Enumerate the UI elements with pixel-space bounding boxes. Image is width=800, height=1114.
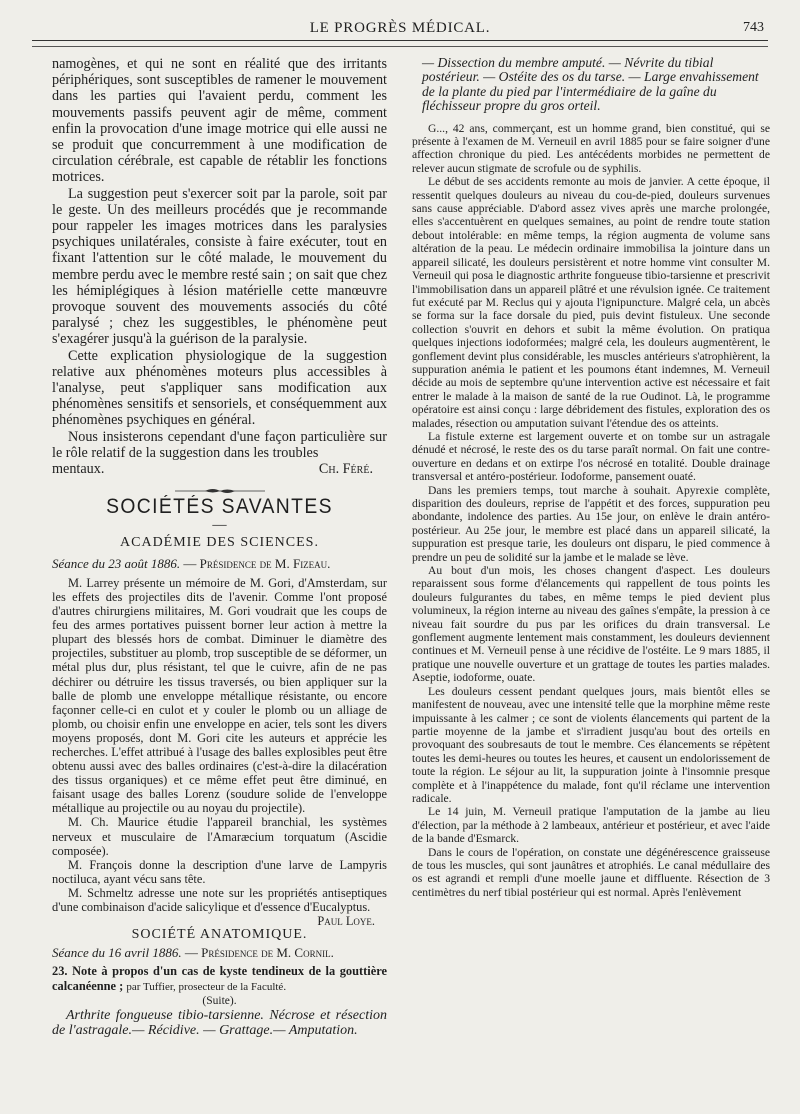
paragraph: M. François donne la description d'une larve de Lampyris noctiluca, ayant vécu sans tête.	[52, 857, 387, 886]
author-signature: Paul Loye.	[317, 914, 375, 929]
paragraph: Le début de ses accidents remonte au mois de janvier. A cette époque, il ressentit quelques douleurs au niveau du cou-de-pied, douleurs survenues sans cause appréciable. D'abord assez vives après une marche prolongée, elles s'accentuèrent en quelques semaines, au point de rendre toute station debout intolérable: en même temps, la région augmenta de volume sans altération de la peau. Le médecin ordinaire immobilisa la jointure dans un appareil silicaté, les douleurs persistèrent et notre homme vint consulter M. Verneuil qui posa le diagnostic arthrite fongueuse tibio-tarsienne et prescrivit l'immobilisation dans un appareil plâtré et une révulsion ignée. Ce traitement fut exécuté par M. Reclus qui y ajouta l'ignipuncture. Malgré cela, un abcès se forma sur la face dorsale du pied, puis devint fistuleux. Une seconde collection s'ouvrit en dehors et subit la même évolution. On pratiqua quelques injections iodoformées; malgré cela, les douleurs augmentèrent, le gonflement devint plus considérable, les muscles antérieurs s'atrophièrent, la suppuration anémia le patient et les poumons étant indemnes, M. Verneuil décide au mois de septembre qu'une intervention active est nécessaire et fait entrer le malade à la maison de santé de la rue Oudinot. Là, le programme opératoire est ainsi conçu : large débridement des fistules, exploration des os malades, résection ou amputation suivant l'étendue des os atteints.	[412, 175, 770, 430]
session-president: — Présidence de M. Fizeau.	[183, 555, 331, 571]
paragraph-end: mentaux.	[52, 461, 105, 478]
note-author: par Tuffier, prosecteur de la Faculté.	[126, 980, 287, 993]
paragraph: La suggestion peut s'exercer soit par la parole, soit par le geste. Un des meilleurs procédés que je recommande pour rappeler les images motrices dans les paralysies psychiques unilatérales, consiste à faire exécuter, tout en fixant l'attention sur le côté malade, le mouvement du membre perdu avec le membre resté sain ; on sait que chez les hémiplégiques à lésion matérielle cette manœuvre provoque souvent des mouvements associés du côté paralysé ; chez les suggestibles, le phénomène peut s'exagérer jusqu'à la guérison de la paralysie.	[52, 185, 387, 348]
academy-heading: ACADÉMIE DES SCIENCES.	[120, 535, 319, 551]
header-rule	[32, 40, 768, 47]
paragraph: Le 14 juin, M. Verneuil pratique l'amputation de la jambe au lieu d'élection, par la méthode à 2 lambeaux, antérieur et postérieur, et avec l'aide de la bande d'Esmarck.	[412, 805, 770, 846]
journal-title: LE PROGRÈS MÉDICAL.	[309, 20, 491, 36]
note-number: 23.	[52, 964, 68, 979]
paragraph: G..., 42 ans, commerçant, est un homme grand, bien constitué, qui se présente à l'examen de M. Verneuil en avril 1885 pour se faire soigner d'une affection chronique du pied. Les antécédents morbides ne permettent de relever aucun stigmate de scrofule ou de syphilis.	[412, 121, 770, 175]
session-line	[52, 946, 387, 960]
running-header	[32, 18, 768, 40]
paragraph	[52, 429, 387, 461]
paragraph: Dans les premiers temps, tout marche à souhait. Apyrexie complète, disparition des douleurs, reprise de l'appétit et des forces, suppuration peu abondante, indolence des parties. Au 15e jour, on enlève le drain antéro-postérieur. Au 25e jour, le membre est placé dans un appareil silicaté, la suppuration est presque tarie, les douleurs ont disparu, le pied commence à prendre un peu de solidité sur la jambe et le malade se lève.	[412, 483, 770, 564]
note-subtitle: Arthrite fongueuse tibio-tarsienne. Nécrose et résection de l'astragale.— Récidive. — Grattage.— Amputation.	[52, 1007, 387, 1038]
fleuron-ornament	[52, 483, 387, 491]
author-signature: Ch. Féré.	[318, 461, 373, 478]
divider: —	[212, 517, 227, 534]
paragraph: Au bout d'un mois, les choses changent d'aspect. Les douleurs reparaissent sous forme d'élancements qui rappellent de tous points les douleurs fulgurantes du tabes, en même temps le pied devient plus volumineux, la région interne au niveau des gaînes s'empâte, la pression à ce niveau fait sourdre du pus par les orifices du drain transversal. Le gonflement augmente lentement mais constamment, les douleurs deviennent continues et M. Verneuil pense à une récidive de l'ostéite. Le 9 mars 1885, il pratique une nouvelle ouverture et un grattage de toutes les parties malades. Aseptie, iodoforme, ouate.	[412, 564, 770, 685]
anatomy-heading: SOCIÉTÉ ANATOMIQUE.	[131, 927, 308, 943]
paragraph: Les douleurs cessent pendant quelques jours, mais bientôt elles se manifestent de nouveau, avec une intensité telle que la morphine même reste impuissante à les calmer ; ce sont de violents élancements qui partent de la partie moyenne de la jambe et s'irradient jusqu'au bout des orteils en provoquant des soubresauts de tout le membre. Ces élancements se répètent toutes les demi-heures ou toutes les heures, et causent un endolorissement de toute la région. Le séjour au lit, la suppuration jointe à l'insomnie presque complète et à l'inappétence du malade, font qu'il réclame une intervention radicale.	[412, 684, 770, 805]
paragraph	[52, 885, 387, 929]
left-column	[52, 56, 387, 1038]
page-number: 743	[743, 20, 764, 35]
signature-line	[52, 461, 387, 477]
session-president: — Présidence de M. Cornil.	[184, 945, 334, 961]
paragraph: M. Ch. Maurice étudie l'appareil branchial, les systèmes nerveux et musculaire de l'Amaræcium torquatum (Ascidie composée).	[52, 815, 387, 858]
paragraph: namogènes, et qui ne sont en réalité que des irritants périphériques, sont susceptibles de ramener le mouvement dans les parties qui l'avaient perdu, comment les mouvements passifs peuvent agir de même, comment enfin la provocation d'une image motrice qui elle aussi ne se produit que concurremment à une modification de circulation cérébrale, est capable de rétablir les fonctions motrices.	[52, 56, 387, 186]
note-suite: (Suite).	[202, 994, 237, 1007]
session-date: Séance du 16 avril 1886.	[52, 945, 182, 961]
paragraph-text: Nous insisterons cependant d'une façon particulière sur le rôle relatif de la suggestion dans les troubles	[52, 428, 387, 461]
section-title: SOCIÉTÉS SAVANTES	[106, 495, 333, 519]
paragraph-text: M. Schmeltz adresse une note sur les propriétés antiseptiques d'une combinaison d'acide salicylique et d'essence d'Eucalyptus.	[52, 885, 387, 915]
session-line	[52, 556, 387, 572]
case-title: — Dissection du membre amputé. — Névrite du tibial postérieur. — Ostéite des os du tarse. — Large envahissement de la plante du pied par l'intermédiaire de la gaîne du fléchisseur propre du gros orteil.	[422, 55, 759, 114]
academy-notes	[52, 576, 387, 1038]
paragraph: Cette explication physiologique de la suggestion relative aux phénomènes moteurs plus accessibles à l'analyse, peut s'appliquer sans modification aux phénomènes sensitifs et sensoriels, et conséquemment aux phénomènes psychiques en général.	[52, 347, 387, 429]
session-date: Séance du 23 août 1886.	[52, 555, 181, 571]
right-column	[412, 56, 770, 899]
paragraph: M. Larrey présente un mémoire de M. Gori, d'Amsterdam, sur les effets des projectiles dits de l'avenir. Comme l'ont proposé d'autres chirurgiens militaires, M. Gori voudrait que les coups de feu des armes portatives puissent borner leur action à mettre la plupart des blessés hors de combat. Diminuer le diamètre des projectiles, substituer au plomb, trop susceptible de se déformer, un métal plus dur, plus résistant, tel que le cuivre, afin de ne pas déchirer ou détruire les tissus traversés, ou bien appliquer sur la balle de plomb une enveloppe métallique résistante, ou encore façonner celle-ci en culot et y couler le plomb ou un alliage de plomb, ou choisir enfin une enveloppe en acier, tels sont les divers moyens proposés, dont M. Gori cite les auteurs et apprécie les recherches. L'effet attribué à l'usage des balles explosibles peut être obtenu aussi avec des balles ordinaires (c'est-à-dire la dilacération des tissus organiques) et ce même effet peut être diminué, en faisant usage des balles Lorenz (soudure solide de l'enveloppe métallique au projectile ou au noyau du projectile).	[52, 575, 387, 816]
paragraph: La fistule externe est largement ouverte et on tombe sur un astragale dénudé et nécrosé, le reste des os du tarse paraît normal. On fait une contre-ouverture en dedans et on extirpe l'os nécrosé en totalité. Double drainage transversal et antéro-postérieur. Iodoforme, pansement ouaté.	[412, 429, 770, 484]
note-heading	[52, 964, 387, 993]
paragraph: Dans le cours de l'opération, on constate une dégénérescence graisseuse de tous les muscles, qui sont jaunâtres et atrophiés. Le canal médullaire des os est agrandi et rempli d'une moelle jaune et diffluente. Résection de 3 centimètres du nerf tibial postérieur qui est normal. Après l'enlèvement	[412, 845, 770, 899]
note-title: Note à propos d'un cas de kyste tendineux de la gouttière calcanéenne ;	[52, 964, 387, 993]
